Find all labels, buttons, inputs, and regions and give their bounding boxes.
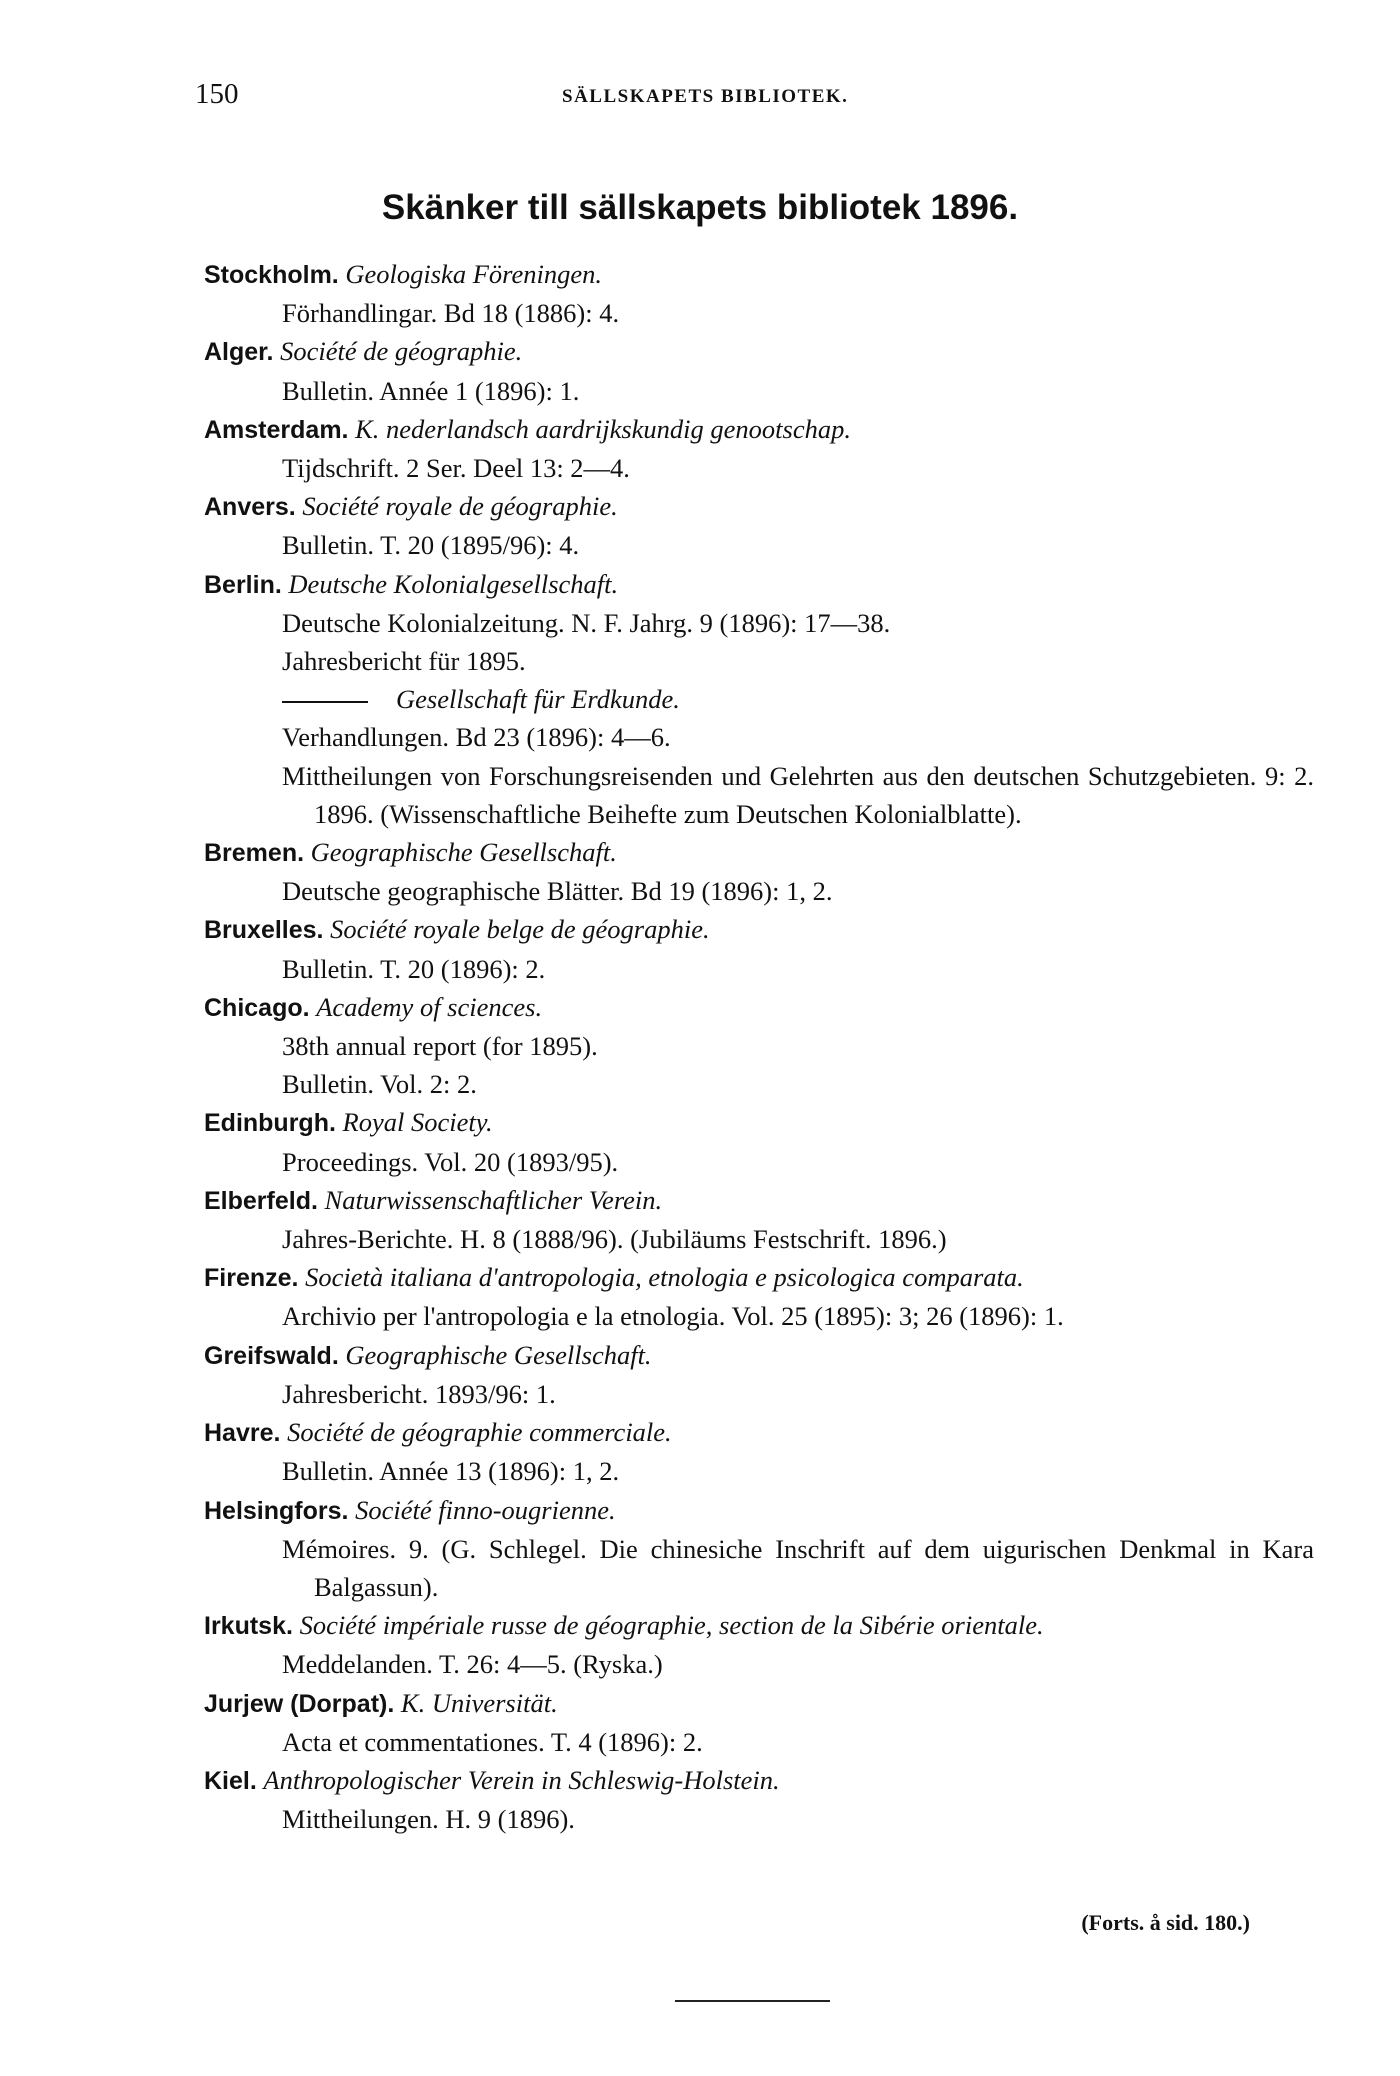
- entry-city: Elberfeld.: [204, 1186, 318, 1215]
- list-item: [204, 1181, 1314, 1220]
- entry-society: Naturwissenschaftlicher Verein.: [324, 1184, 663, 1215]
- entry-city: Jurjew (Dorpat).: [204, 1689, 395, 1718]
- entry-publication: Verhandlungen. Bd 23 (1896): 4—6.: [282, 722, 671, 753]
- footer-rule: [675, 2000, 830, 2002]
- list-item: [204, 1413, 1314, 1452]
- entry-society: Société impériale russe de géographie, section de la Sibérie orientale.: [299, 1610, 1044, 1641]
- entry-city: Edinburgh.: [204, 1109, 336, 1138]
- list-item: [204, 1684, 1314, 1723]
- entry-society: Société de géographie.: [280, 336, 523, 367]
- list-item: [204, 487, 1314, 526]
- entry-publication: Jahresbericht für 1895.: [282, 646, 526, 677]
- entry-publication: Förhandlingar. Bd 18 (1886): 4.: [282, 298, 620, 329]
- entry-city: Chicago.: [204, 993, 310, 1022]
- entry-city: Berlin.: [204, 570, 282, 599]
- entry-city: Alger.: [204, 338, 274, 367]
- entry-city: Kiel.: [204, 1766, 257, 1795]
- list-item: [204, 255, 1314, 294]
- entry-city: Bremen.: [204, 839, 305, 868]
- list-item: [204, 910, 1314, 949]
- entry-city: Helsingfors.: [204, 1496, 349, 1525]
- entry-publication: Jahres-Berichte. H. 8 (1888/96). (Jubiläums Festschrift. 1896.): [282, 1224, 947, 1255]
- entry-city: Havre.: [204, 1419, 281, 1448]
- entry-city: Greifswald.: [204, 1341, 339, 1370]
- list-item: [204, 1761, 1314, 1800]
- entry-publication: Deutsche Kolonialzeitung. N. F. Jahrg. 9 (1896): 17—38.: [282, 607, 891, 638]
- continued-note: (Forts. å sid. 180.): [1081, 1910, 1250, 1935]
- entry-society: Deutsche Kolonialgesellschaft.: [288, 568, 619, 599]
- entry-society: Société royale de géographie.: [302, 491, 618, 522]
- list-item: [204, 1491, 1314, 1530]
- entry-publication: Bulletin. Année 1 (1896): 1.: [282, 375, 580, 406]
- entry-city: Stockholm.: [204, 261, 339, 289]
- running-header: SÄLLSKAPETS BIBLIOTEK.: [562, 86, 849, 107]
- list-item: [204, 988, 1314, 1027]
- entry-city: Firenze.: [204, 1264, 299, 1293]
- entry-city: Anvers.: [204, 493, 296, 522]
- entry-society: Société royale belge de géographie.: [330, 914, 710, 945]
- entry-publication: Bulletin. Vol. 2: 2.: [282, 1069, 477, 1100]
- entry-city: Irkutsk.: [204, 1612, 293, 1641]
- entry-society: Royal Society.: [342, 1107, 493, 1138]
- entry-publication: Mémoires. 9. (G. Schlegel. Die chinesiche Inschrift auf dem uigurischen Denkmal in Kara Balgassun).: [282, 1533, 1314, 1602]
- page-number: 150: [195, 78, 239, 110]
- entry-publication: Bulletin. T. 20 (1895/96): 4.: [282, 530, 580, 561]
- list-item: [204, 1336, 1314, 1375]
- entry-society: Gesellschaft für Erdkunde.: [396, 684, 680, 715]
- entry-publication: 38th annual report (for 1895).: [282, 1031, 598, 1062]
- list-item: [204, 565, 1314, 604]
- entry-society: Société finno-ougrienne.: [355, 1494, 616, 1525]
- entry-publication: Bulletin. Année 13 (1896): 1, 2.: [282, 1456, 620, 1487]
- list-item: [204, 1606, 1314, 1645]
- ditto-dash: [282, 701, 368, 703]
- entry-city: Amsterdam.: [204, 415, 349, 444]
- section-title: Skänker till sällskapets bibliotek 1896.: [381, 188, 1019, 227]
- entry-publication: Acta et commentationes. T. 4 (1896): 2.: [282, 1726, 703, 1757]
- entry-society: Société de géographie commerciale.: [287, 1417, 672, 1448]
- list-item: [204, 410, 1314, 449]
- entry-publication: Deutsche geographische Blätter. Bd 19 (1896): 1, 2.: [282, 876, 833, 907]
- entry-publication: Jahresbericht. 1893/96: 1.: [282, 1378, 556, 1409]
- list-item: [204, 833, 1314, 872]
- entry-publication: Bulletin. T. 20 (1896): 2.: [282, 953, 546, 984]
- entry-publication: Mittheilungen von Forschungsreisenden und Gelehrten aus den deutschen Schutzgebieten. 9: 2. 1896. (Wissenschaftliche Beihefte zum Deutschen Kolonialblatte).: [282, 760, 1314, 829]
- entry-city: Bruxelles.: [204, 916, 324, 945]
- entry-society: Geologiska Föreningen.: [345, 259, 602, 289]
- list-item: [204, 1103, 1314, 1142]
- entry-publication: Archivio per l'antropologia e la etnologia. Vol. 25 (1895): 3; 26 (1896): 1.: [282, 1301, 1064, 1332]
- list-item: [204, 332, 1314, 371]
- entry-publication: Proceedings. Vol. 20 (1893/95).: [282, 1146, 619, 1177]
- list-item: [204, 680, 1314, 718]
- entry-society: Geographische Gesellschaft.: [310, 837, 617, 868]
- donation-list: [204, 255, 1314, 1838]
- entry-society: Academy of sciences.: [316, 991, 543, 1022]
- entry-society: Geographische Gesellschaft.: [345, 1339, 652, 1370]
- entry-society: K. nederlandsch aardrijkskundig genootschap.: [355, 413, 851, 444]
- entry-society: Società italiana d'antropologia, etnologia e psicologica comparata.: [305, 1262, 1024, 1293]
- entry-society: Anthropologischer Verein in Schleswig-Holstein.: [263, 1764, 780, 1795]
- entry-publication: Tijdschrift. 2 Ser. Deel 13: 2—4.: [282, 453, 630, 484]
- list-item: [204, 1258, 1314, 1297]
- entry-publication: Mittheilungen. H. 9 (1896).: [282, 1804, 575, 1835]
- entry-society: K. Universität.: [400, 1687, 558, 1718]
- entry-publication: Meddelanden. T. 26: 4—5. (Ryska.): [282, 1649, 663, 1680]
